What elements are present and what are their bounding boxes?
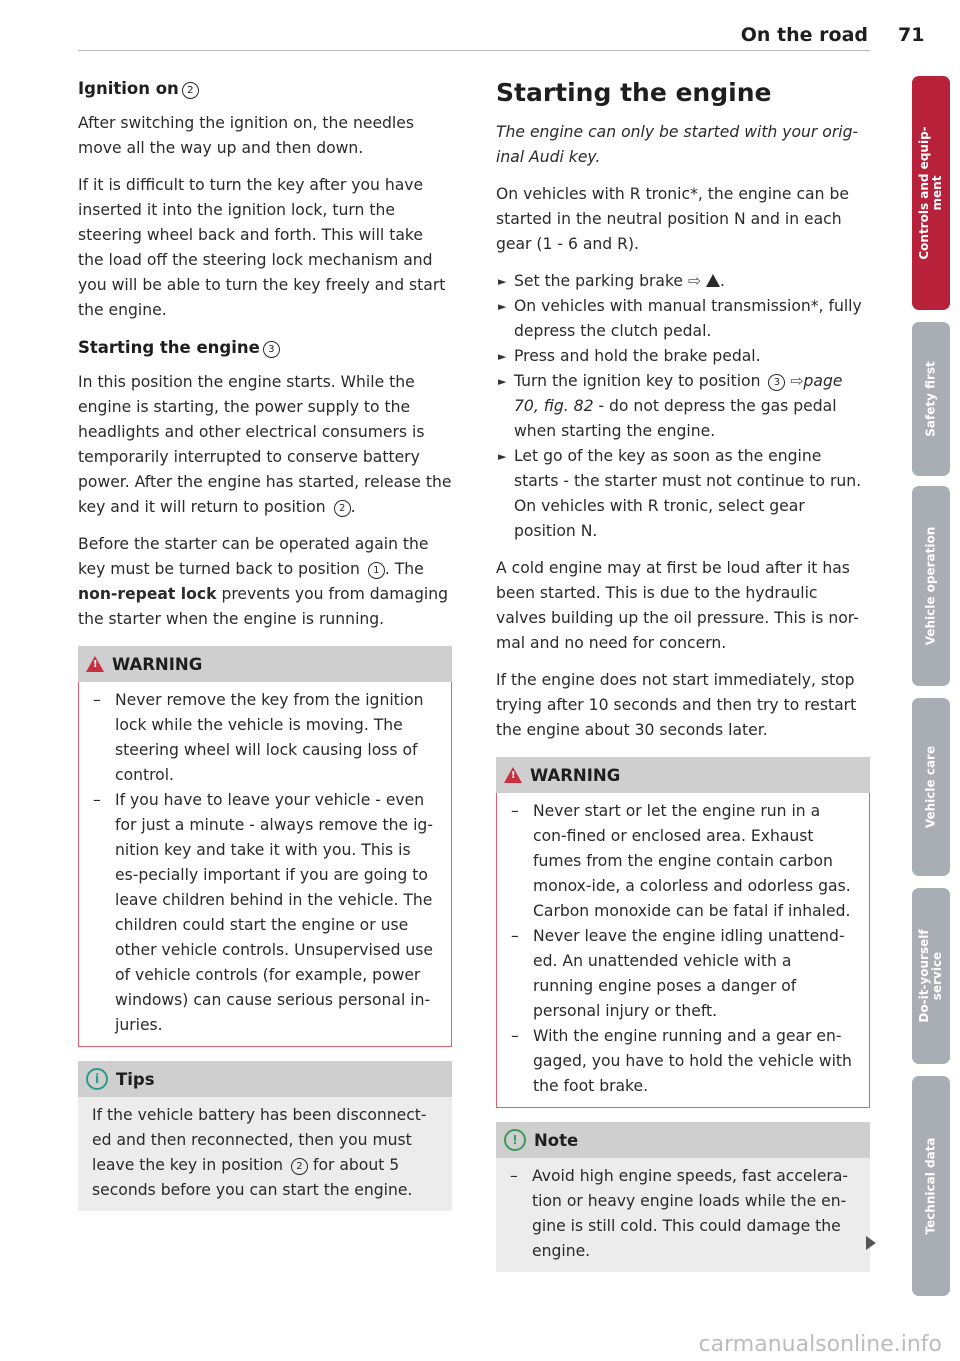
page-reference-link[interactable]: page 70, fig. 82 — [514, 372, 843, 415]
intro-text: The engine can only be started with your orig-inal Audi key. — [496, 123, 859, 166]
warning-label: WARNING — [112, 654, 203, 674]
tab-vehicle-operation[interactable] — [912, 486, 950, 686]
step-item: ► Turn the ignition key to position 3 ⇨page 70, fig. 82 - do not depress the gas pedal when starting the engine. — [496, 369, 870, 444]
paragraph: In this position the engine starts. While the engine is starting, the power supply to the headlights and other electrical consumers is temporarily interrupted to conserve battery power. After the engine has started, release the key and it will return to position 2 . — [78, 373, 452, 516]
tab-label: Do-it-yourself service — [917, 929, 944, 1023]
position-number-badge: 2 — [334, 500, 351, 517]
warning-item: – With the engine running and a gear en-gaged, you have to hold the vehicle with the foot brake. — [511, 1027, 852, 1095]
paragraph: If the engine does not start immediately, stop trying after 10 seconds and then try to restart the engine about 30 seconds later. — [496, 671, 857, 739]
page-number: 71 — [898, 24, 925, 46]
note-box — [496, 1122, 870, 1272]
warning-item: – Never remove the key from the ignition lock while the vehicle is moving. The steering wheel will lock causing loss of control. — [93, 691, 424, 784]
note-label: Note — [534, 1130, 579, 1150]
info-icon: i — [86, 1068, 108, 1090]
page-heading: Starting the engine — [496, 78, 772, 107]
starting-engine-subheading: Starting the engine 3 — [78, 335, 452, 360]
step-bullet-icon: ► — [498, 450, 507, 463]
section-title: On the road — [740, 24, 868, 46]
tab-do-it-yourself-service[interactable] — [912, 888, 950, 1064]
tab-label: Technical data — [923, 1137, 938, 1235]
ignition-on-heading: Ignition on 2 — [78, 76, 452, 101]
paragraph: A cold engine may at first be loud after it has been started. This is due to the hydraulic valves building up the oil pressure. This is nor-mal and no need for concern. — [496, 559, 859, 652]
tab-technical-data[interactable] — [912, 1076, 950, 1296]
header-rule — [78, 50, 870, 51]
step-bullet-icon: ► — [498, 375, 507, 388]
tab-label: Vehicle care — [923, 745, 938, 829]
warning-box — [78, 646, 452, 1047]
paragraph: Before the starter can be operated again the key must be turned back to position 1 . The non-repeat lock prevents you from damaging the starter when the engine is running. — [78, 535, 448, 628]
tab-safety-first[interactable] — [912, 322, 950, 476]
tab-vehicle-care[interactable] — [912, 698, 950, 876]
warning-item: – If you have to leave your vehicle - even for just a minute - always remove the ig-nition key and take it with you. This is es-pecially important if you are going to leave children behind in the vehicle. The children could start the engine or use other vehicle controls. Unsupervised use of vehicle controls (for example, power windows) can cause serious personal in-juries. — [93, 791, 434, 1034]
paragraph: If it is difficult to turn the key after you have inserted it into the ignition lock, turn the steering wheel back and forth. This will take the load off the steering lock mechanism and you will be able to turn the key freely and start the engine. — [78, 176, 446, 319]
step-bullet-icon: ► — [498, 350, 507, 363]
tips-box — [78, 1061, 452, 1211]
warning-item: – Never start or let the engine run in a con-fined or enclosed area. Exhaust fumes from the engine contain carbon monox-ide, a colorless and odorless gas. Carbon monoxide can be fatal if inhaled. — [511, 802, 851, 920]
tab-label: Vehicle operation — [923, 526, 938, 646]
warning-item: – Never leave the engine idling unattend-ed. An unattended vehicle with a running engine poses a danger of personal injury or theft. — [511, 927, 845, 1020]
warning-box — [496, 757, 870, 1108]
warning-triangle-icon: ! — [86, 656, 104, 672]
cross-reference-arrow-icon: ⇨ — [687, 272, 702, 290]
paragraph: On vehicles with R tronic*, the engine can be started in the neutral position N and in each gear (1 - 6 and R). — [496, 185, 849, 253]
step-bullet-icon: ► — [498, 300, 507, 313]
step-item: ► Press and hold the brake pedal. — [496, 344, 870, 369]
step-item: ► On vehicles with manual transmission*, fully depress the clutch pedal. — [496, 294, 870, 344]
tab-controls-and-equipment[interactable] — [912, 76, 950, 310]
tab-label: Controls and equip- ment — [917, 126, 944, 260]
warning-label: WARNING — [530, 765, 621, 785]
tips-label: Tips — [116, 1069, 155, 1089]
paragraph: After switching the ignition on, the needles move all the way up and then down. — [78, 114, 414, 157]
position-number-badge: 3 — [263, 341, 280, 358]
continue-arrow-icon — [866, 1236, 876, 1250]
step-list — [496, 269, 870, 544]
tips-text: If the vehicle battery has been disconnect-ed and then reconnected, then you must leave the key in position 2 for about 5 seconds before you can start the engine. — [92, 1106, 427, 1199]
warning-triangle-icon: ! — [504, 767, 522, 783]
bold-term: non-repeat lock — [78, 585, 217, 603]
step-item: ► Set the parking brake ⇨ . — [496, 269, 870, 294]
note-item: – Avoid high engine speeds, fast accelera-tion or heavy engine loads while the en-gine is still cold. This could damage the engine. — [510, 1167, 849, 1260]
step-bullet-icon: ► — [498, 275, 507, 288]
warning-symbol-icon — [706, 274, 720, 287]
right-column — [496, 76, 870, 1286]
position-number-badge: 2 — [182, 82, 199, 99]
position-number-badge: 3 — [768, 374, 785, 391]
step-item: ► Let go of the key as soon as the engine starts - the starter must not continue to run. On vehicles with R tronic, select gear position N. — [496, 444, 870, 544]
position-number-badge: 1 — [368, 562, 385, 579]
note-icon: ! — [504, 1129, 526, 1151]
position-number-badge: 2 — [291, 1158, 308, 1175]
watermark: carmanualsonline.info — [698, 1332, 942, 1357]
left-column — [78, 76, 452, 1225]
cross-reference-arrow-icon: ⇨ — [790, 372, 804, 390]
tab-label: Safety first — [923, 361, 938, 437]
